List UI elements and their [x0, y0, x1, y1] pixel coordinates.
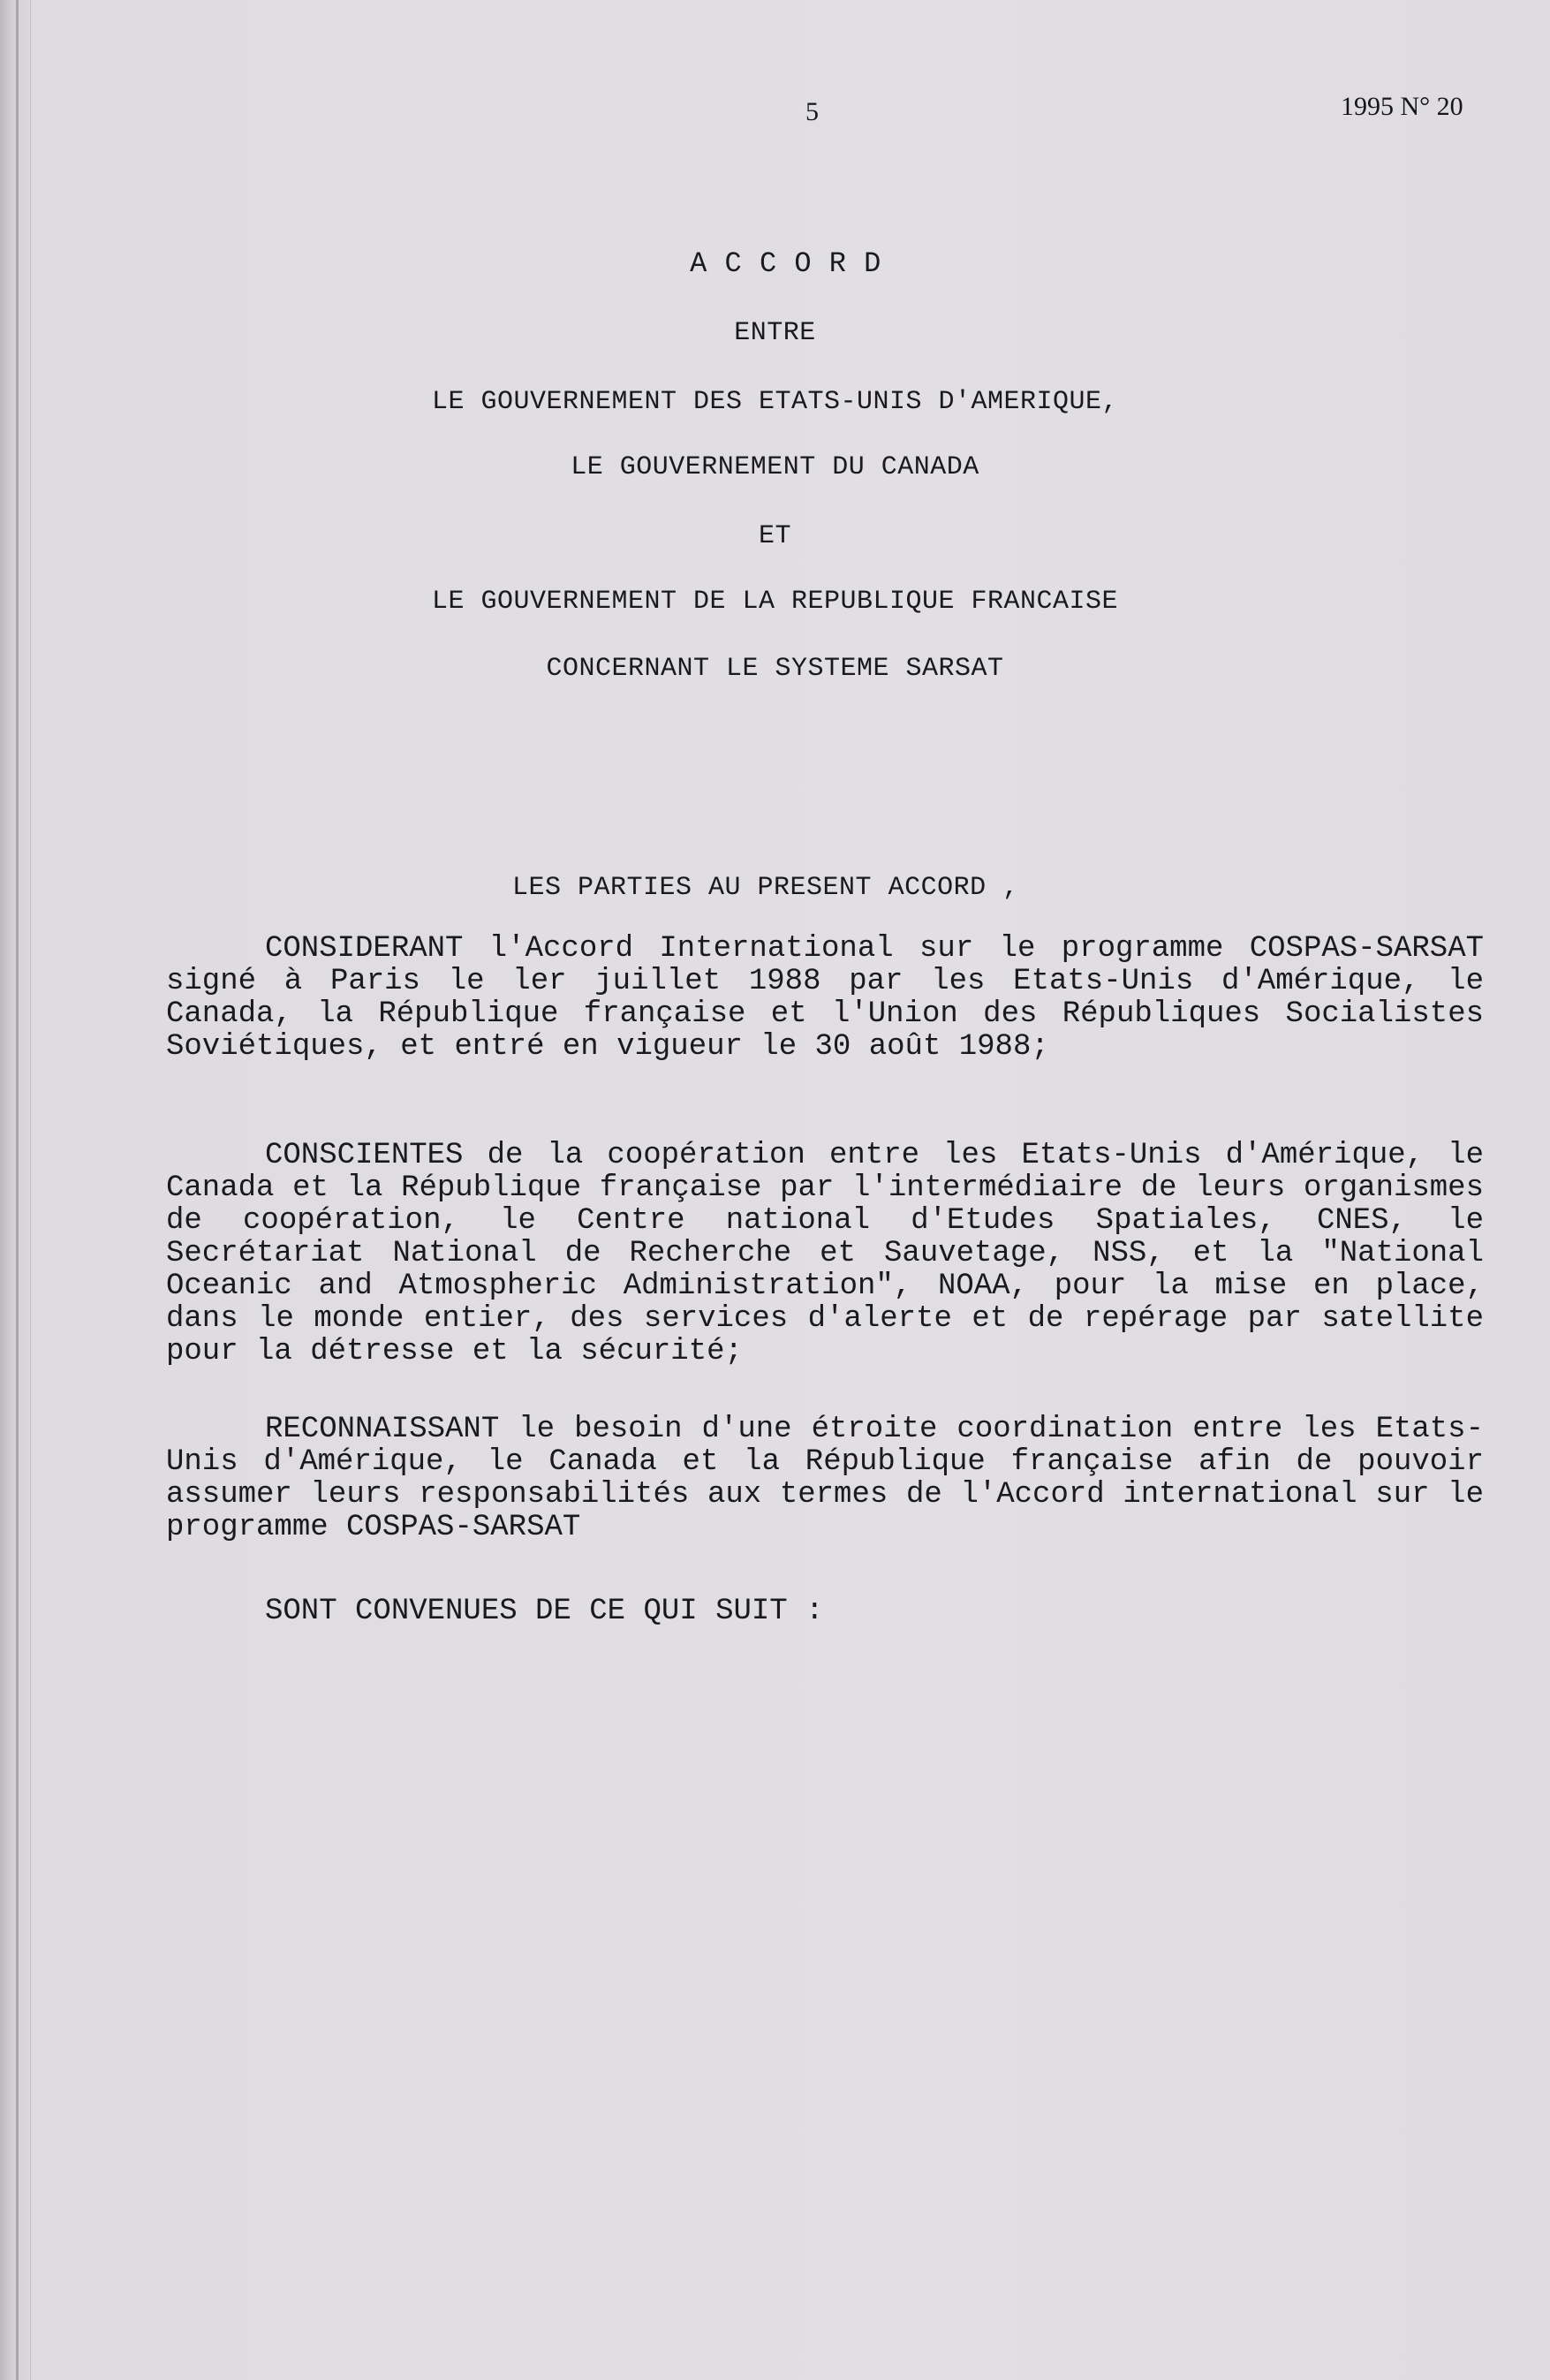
binding-edge-shadow: [30, 0, 31, 2380]
title-line-et: ET: [758, 521, 791, 551]
page-number: 5: [805, 97, 819, 126]
paragraph-considerant: CONSIDERANT l'Accord International sur le programme COSPAS-SARSAT signé à Paris le ler juillet 1988 par les Etats-Unis d'Amérique, le Canada, la République française et l'Union des Républiques Socialistes Soviétiques, et entré en vigueur le 30 août 1988;: [166, 932, 1484, 1064]
title-line-usa: LE GOUVERNEMENT DES ETATS-UNIS D'AMERIQUE,: [431, 387, 1119, 417]
paragraph-conscientes: CONSCIENTES de la coopération entre les Etats-Unis d'Amérique, le Canada et la République française par l'intermédiaire de leurs organismes de coopération, le Centre national d'Etudes Spatiales, CNES, le Secrétariat National de Recherche et Sauvetage, NSS, et la "National Oceanic and Atmospheric Administration", NOAA, pour la mise en place, dans le monde entier, des services d'alerte et de repérage par satellite pour la détresse et la sécurité;: [166, 1139, 1484, 1368]
document-reference: 1995 N° 20: [1341, 92, 1463, 121]
title-line-canada: LE GOUVERNEMENT DU CANADA: [571, 452, 979, 482]
paragraph-reconnaissant: RECONNAISSANT le besoin d'une étroite coordination entre les Etats-Unis d'Amérique, le Canada et la République française afin de pouvoir assumer leurs responsabilités aux termes de l'Accord international sur le programme COSPAS-SARSAT: [166, 1413, 1484, 1544]
title-line-france: LE GOUVERNEMENT DE LA REPUBLIQUE FRANCAISE: [431, 587, 1119, 617]
document-title: A C C O R D: [690, 247, 881, 280]
paragraph-conclusion: SONT CONVENUES DE CE QUI SUIT :: [265, 1595, 824, 1628]
title-line-entre: ENTRE: [734, 318, 816, 348]
binding-edge: [16, 0, 19, 2380]
title-line-subject: CONCERNANT LE SYSTEME SARSAT: [546, 654, 1004, 684]
parties-heading: LES PARTIES AU PRESENT ACCORD ,: [512, 873, 1019, 903]
